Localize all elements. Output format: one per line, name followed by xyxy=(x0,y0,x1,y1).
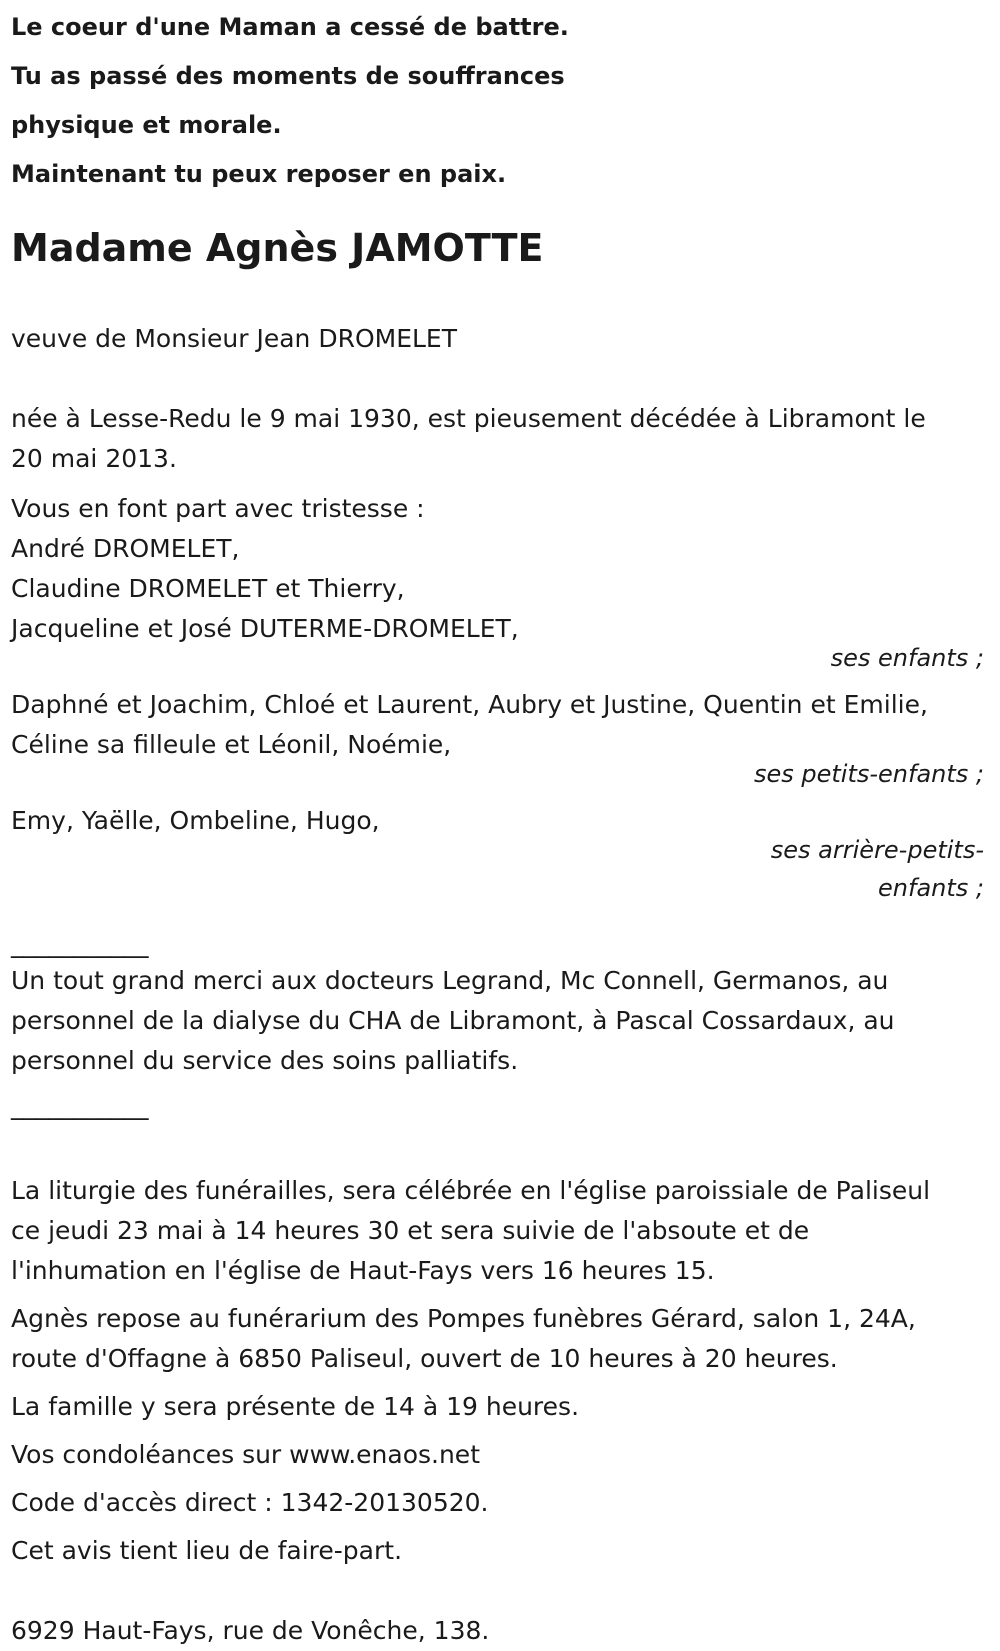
liturgy-paragraph xyxy=(11,1171,996,1291)
liturgy-line: l'inhumation en l'église de Haut-Fays vers 16 heures 15. xyxy=(11,1256,715,1285)
thanks-line: personnel du service des soins palliatifs. xyxy=(11,1046,519,1075)
poem-line: Tu as passé des moments de souffrances xyxy=(11,62,565,90)
family-present-line: La famille y sera présente de 14 à 19 heures. xyxy=(11,1392,580,1421)
announce-intro: Vous en font part avec tristesse : xyxy=(11,494,425,523)
thanks-line: personnel de la dialyse du CHA de Libramont, à Pascal Cossardaux, au xyxy=(11,1006,895,1035)
grandchildren-line: Daphné et Joachim, Chloé et Laurent, Aubry et Justine, Quentin et Emilie, xyxy=(11,690,928,719)
poem-line: Le coeur d'une Maman a cessé de battre. xyxy=(11,13,569,41)
grandchildren-block xyxy=(11,685,996,793)
great-grandchildren-label: ses arrière-petits- xyxy=(770,836,984,864)
condolences-line: Vos condoléances sur www.enaos.net xyxy=(11,1440,480,1469)
family-announcement xyxy=(11,489,996,677)
poem xyxy=(11,3,996,199)
great-grandchildren-block xyxy=(11,801,996,907)
thanks-line: Un tout grand merci aux docteurs Legrand, Mc Connell, Germanos, au xyxy=(11,966,889,995)
thanks-paragraph xyxy=(11,961,996,1081)
access-code-line: Code d'accès direct : 1342-20130520. xyxy=(11,1488,489,1517)
poem-line: Maintenant tu peux reposer en paix. xyxy=(11,160,507,188)
address-line: 6929 Haut-Fays, rue de Vonêche, 138. xyxy=(11,1616,490,1645)
birth-death-paragraph xyxy=(11,399,996,479)
great-grandchildren-line: Emy, Yaëlle, Ombeline, Hugo, xyxy=(11,806,380,835)
child-entry: Jacqueline et José DUTERME-DROMELET, xyxy=(11,614,519,643)
separator-line: ___________ xyxy=(11,1091,149,1120)
funerarium-line: route d'Offagne à 6850 Paliseul, ouvert de 10 heures à 20 heures. xyxy=(11,1344,838,1373)
child-entry: Claudine DROMELET et Thierry, xyxy=(11,574,405,603)
birth-death-line: 20 mai 2013. xyxy=(11,444,177,473)
liturgy-line: ce jeudi 23 mai à 14 heures 30 et sera suivie de l'absoute et de xyxy=(11,1216,810,1245)
grandchildren-line: Céline sa filleule et Léonil, Noémie, xyxy=(11,730,452,759)
great-grandchildren-label: enfants ; xyxy=(878,874,984,902)
obituary-notice xyxy=(11,3,996,1651)
notice-line: Cet avis tient lieu de faire-part. xyxy=(11,1536,403,1565)
liturgy-line: La liturgie des funérailles, sera célébrée en l'église paroissiale de Paliseul xyxy=(11,1176,931,1205)
birth-death-line: née à Lesse-Redu le 9 mai 1930, est pieusement décédée à Libramont le xyxy=(11,404,926,433)
funerarium-paragraph xyxy=(11,1299,996,1379)
children-label: ses enfants ; xyxy=(830,644,984,672)
poem-line: physique et morale. xyxy=(11,111,282,139)
grandchildren-label: ses petits-enfants ; xyxy=(753,760,984,788)
widow-of-line: veuve de Monsieur Jean DROMELET xyxy=(11,324,457,353)
deceased-name-title: Madame Agnès JAMOTTE xyxy=(11,226,544,270)
child-entry: André DROMELET, xyxy=(11,534,240,563)
funerarium-line: Agnès repose au funérarium des Pompes funèbres Gérard, salon 1, 24A, xyxy=(11,1304,916,1333)
separator-line: ___________ xyxy=(11,929,149,958)
